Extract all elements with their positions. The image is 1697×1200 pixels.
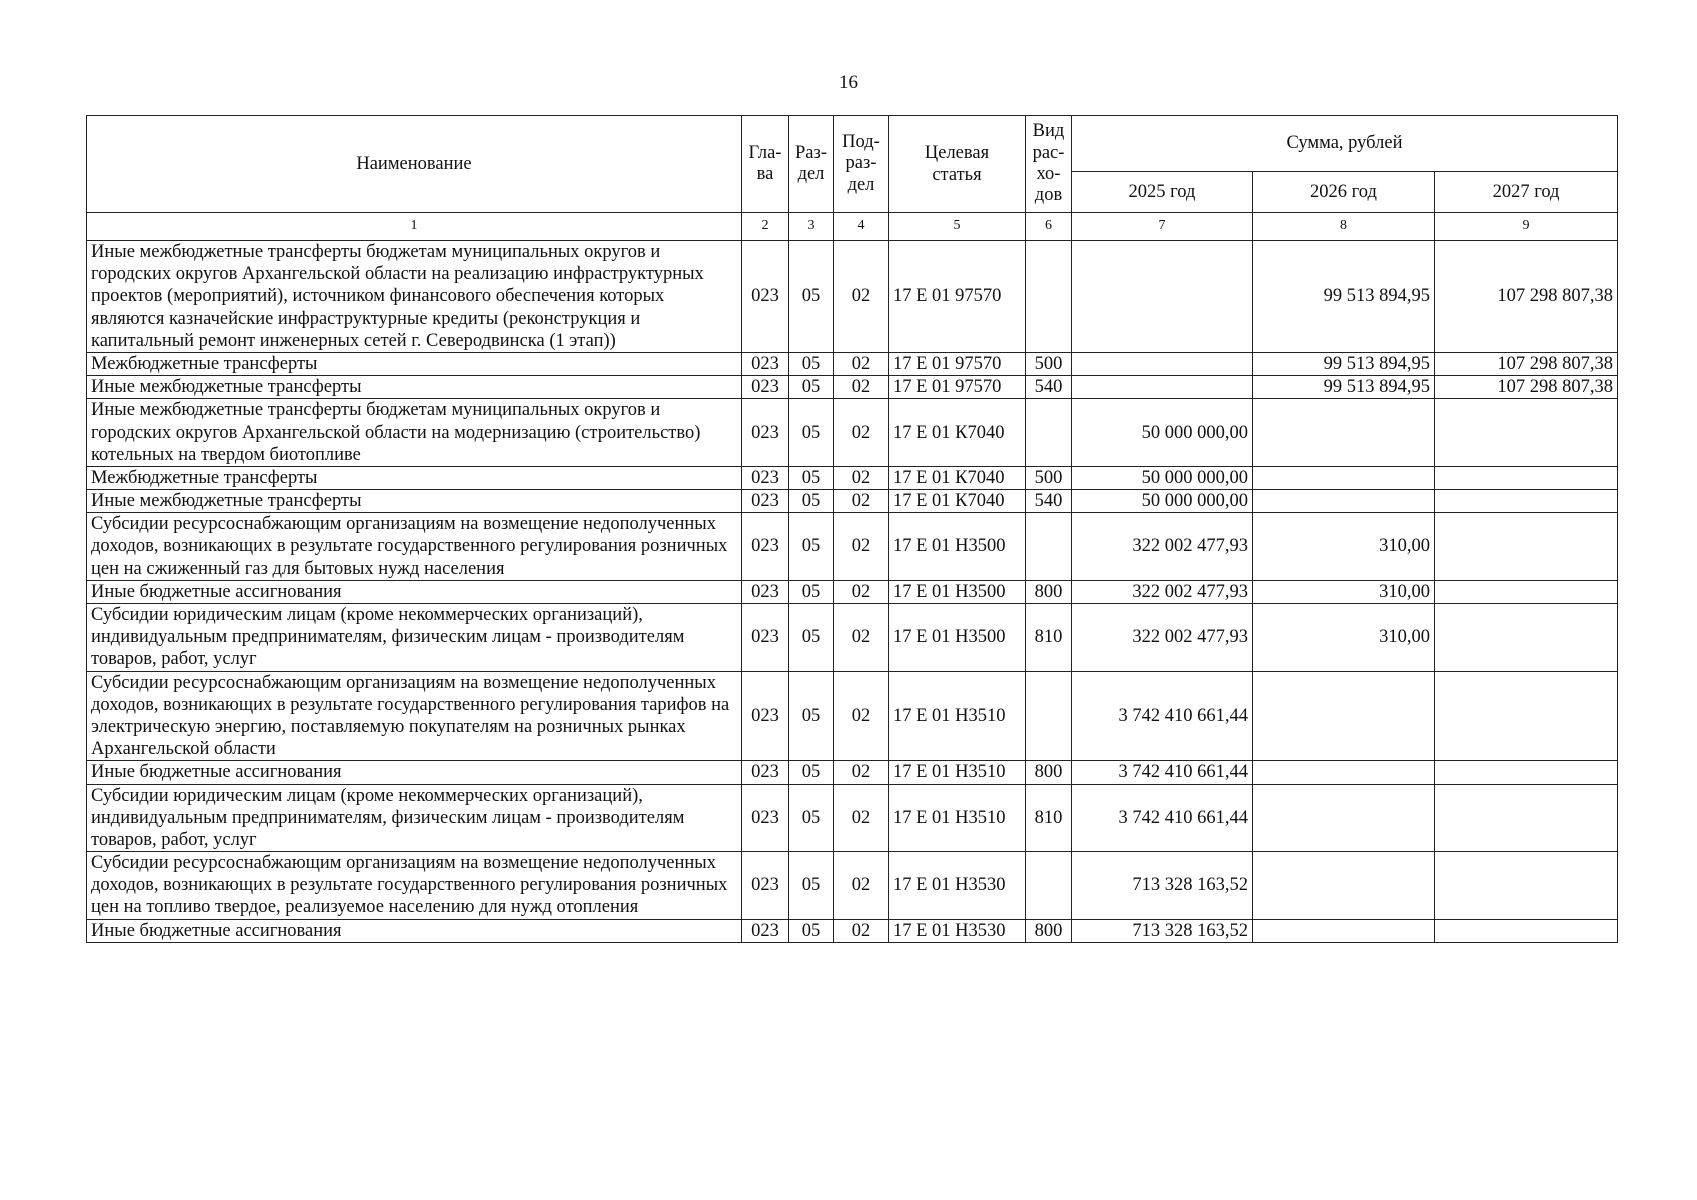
row-amount-2025-cell: 713 328 163,52 [1072, 919, 1253, 942]
row-amount-2026-cell [1253, 671, 1435, 761]
row-amount-2025-cell [1072, 376, 1253, 399]
row-vid-rashodov-cell: 800 [1026, 761, 1072, 784]
row-razdel-cell: 05 [789, 513, 834, 581]
row-celevaya-statya-cell: 17 Е 01 К7040 [889, 466, 1026, 489]
row-name-cell: Иные межбюджетные трансферты бюджетам муниципальных округов и городских округов Архангельской области на модернизацию (строительство) котельных на твердом биотопливе [87, 399, 742, 467]
column-number: 5 [889, 213, 1026, 241]
row-razdel-cell: 05 [789, 490, 834, 513]
row-glava-cell: 023 [742, 671, 789, 761]
table-row [87, 784, 1618, 852]
row-amount-2025-cell: 3 742 410 661,44 [1072, 671, 1253, 761]
table-row [87, 604, 1618, 672]
row-amount-2026-cell: 99 513 894,95 [1253, 376, 1435, 399]
row-celevaya-statya-cell: 17 Е 01 97570 [889, 352, 1026, 375]
row-razdel-cell: 05 [789, 852, 834, 920]
row-name-cell: Субсидии ресурсоснабжающим организациям на возмещение недополученных доходов, возникающих в результате государственного регулирования розничных цен на сжиженный газ для бытовых нужд населения [87, 513, 742, 581]
row-amount-2026-cell [1253, 399, 1435, 467]
row-vid-rashodov-cell: 500 [1026, 352, 1072, 375]
row-celevaya-statya-cell: 17 Е 01 Н3530 [889, 852, 1026, 920]
row-amount-2027-cell [1435, 784, 1618, 852]
row-razdel-cell: 05 [789, 671, 834, 761]
row-name-cell: Межбюджетные трансферты [87, 352, 742, 375]
table-row [87, 580, 1618, 603]
column-number: 6 [1026, 213, 1072, 241]
row-celevaya-statya-cell: 17 Е 01 Н3510 [889, 784, 1026, 852]
table-row [87, 513, 1618, 581]
row-amount-2026-cell: 310,00 [1253, 604, 1435, 672]
row-celevaya-statya-cell: 17 Е 01 Н3530 [889, 919, 1026, 942]
header-podrazdel: Под- раз- дел [834, 116, 889, 213]
table-row [87, 376, 1618, 399]
header-year-2026: 2026 год [1253, 172, 1435, 213]
row-amount-2025-cell: 322 002 477,93 [1072, 513, 1253, 581]
table-row [87, 671, 1618, 761]
table-row [87, 761, 1618, 784]
row-razdel-cell: 05 [789, 466, 834, 489]
header-celevaya-statya: Целевая статья [889, 116, 1026, 213]
row-name-cell: Субсидии юридическим лицам (кроме некоммерческих организаций), индивидуальным предпринимателям, физическим лицам - производителям товаров, работ, услуг [87, 784, 742, 852]
row-podrazdel-cell: 02 [834, 376, 889, 399]
row-amount-2027-cell [1435, 852, 1618, 920]
row-name-cell: Иные межбюджетные трансферты [87, 490, 742, 513]
row-podrazdel-cell: 02 [834, 513, 889, 581]
row-glava-cell: 023 [742, 784, 789, 852]
row-podrazdel-cell: 02 [834, 466, 889, 489]
table-row [87, 466, 1618, 489]
column-number: 3 [789, 213, 834, 241]
table-row [87, 852, 1618, 920]
row-amount-2025-cell: 50 000 000,00 [1072, 490, 1253, 513]
row-glava-cell: 023 [742, 376, 789, 399]
row-amount-2027-cell [1435, 466, 1618, 489]
row-glava-cell: 023 [742, 513, 789, 581]
row-vid-rashodov-cell [1026, 852, 1072, 920]
row-amount-2026-cell: 310,00 [1253, 513, 1435, 581]
row-glava-cell: 023 [742, 852, 789, 920]
row-razdel-cell: 05 [789, 580, 834, 603]
row-vid-rashodov-cell: 500 [1026, 466, 1072, 489]
row-amount-2025-cell [1072, 241, 1253, 353]
row-razdel-cell: 05 [789, 919, 834, 942]
table-row [87, 399, 1618, 467]
header-year-2027: 2027 год [1435, 172, 1618, 213]
row-amount-2027-cell [1435, 671, 1618, 761]
table-row [87, 352, 1618, 375]
row-razdel-cell: 05 [789, 241, 834, 353]
row-vid-rashodov-cell: 540 [1026, 490, 1072, 513]
row-amount-2026-cell: 99 513 894,95 [1253, 352, 1435, 375]
column-number: 4 [834, 213, 889, 241]
row-vid-rashodov-cell: 810 [1026, 784, 1072, 852]
row-podrazdel-cell: 02 [834, 604, 889, 672]
row-glava-cell: 023 [742, 352, 789, 375]
row-amount-2026-cell: 99 513 894,95 [1253, 241, 1435, 353]
row-amount-2027-cell [1435, 761, 1618, 784]
row-name-cell: Субсидии ресурсоснабжающим организациям на возмещение недополученных доходов, возникающих в результате государственного регулирования розничных цен на топливо твердое, реализуемое населению для нужд отопления [87, 852, 742, 920]
row-razdel-cell: 05 [789, 399, 834, 467]
row-celevaya-statya-cell: 17 Е 01 Н3500 [889, 513, 1026, 581]
row-amount-2026-cell [1253, 784, 1435, 852]
row-vid-rashodov-cell [1026, 513, 1072, 581]
row-razdel-cell: 05 [789, 784, 834, 852]
row-celevaya-statya-cell: 17 Е 01 97570 [889, 376, 1026, 399]
row-amount-2026-cell: 310,00 [1253, 580, 1435, 603]
column-number: 7 [1072, 213, 1253, 241]
row-podrazdel-cell: 02 [834, 241, 889, 353]
row-glava-cell: 023 [742, 604, 789, 672]
row-celevaya-statya-cell: 17 Е 01 97570 [889, 241, 1026, 353]
row-amount-2027-cell [1435, 490, 1618, 513]
row-amount-2025-cell: 322 002 477,93 [1072, 580, 1253, 603]
column-number: 9 [1435, 213, 1618, 241]
row-amount-2027-cell [1435, 919, 1618, 942]
header-year-2025: 2025 год [1072, 172, 1253, 213]
row-podrazdel-cell: 02 [834, 919, 889, 942]
column-number: 1 [87, 213, 742, 241]
row-amount-2026-cell [1253, 761, 1435, 784]
row-name-cell: Субсидии ресурсоснабжающим организациям на возмещение недополученных доходов, возникающих в результате государственного регулирования тарифов на электрическую энергию, поставляемую покупателям на розничных рынках Архангельской области [87, 671, 742, 761]
budget-table [86, 115, 1618, 943]
row-razdel-cell: 05 [789, 604, 834, 672]
row-amount-2025-cell: 50 000 000,00 [1072, 466, 1253, 489]
row-amount-2026-cell [1253, 919, 1435, 942]
row-name-cell: Иные межбюджетные трансферты бюджетам муниципальных округов и городских округов Архангельской области на реализацию инфраструктурных проектов (мероприятий), источником финансового обеспечения которых являются казначейские инфраструктурные кредиты (реконструкция и капитальный ремонт инженерных сетей г. Северодвинска (1 этап)) [87, 241, 742, 353]
row-podrazdel-cell: 02 [834, 671, 889, 761]
row-glava-cell: 023 [742, 919, 789, 942]
row-celevaya-statya-cell: 17 Е 01 К7040 [889, 399, 1026, 467]
row-amount-2027-cell: 107 298 807,38 [1435, 241, 1618, 353]
row-amount-2026-cell [1253, 852, 1435, 920]
row-amount-2027-cell [1435, 513, 1618, 581]
row-amount-2025-cell: 3 742 410 661,44 [1072, 784, 1253, 852]
row-razdel-cell: 05 [789, 352, 834, 375]
row-name-cell: Иные бюджетные ассигнования [87, 761, 742, 784]
table-row [87, 241, 1618, 353]
row-razdel-cell: 05 [789, 376, 834, 399]
header-glava: Гла- ва [742, 116, 789, 213]
column-number-row [87, 213, 1618, 241]
row-podrazdel-cell: 02 [834, 761, 889, 784]
row-podrazdel-cell: 02 [834, 352, 889, 375]
row-amount-2025-cell: 3 742 410 661,44 [1072, 761, 1253, 784]
table-row [87, 919, 1618, 942]
row-amount-2026-cell [1253, 490, 1435, 513]
row-podrazdel-cell: 02 [834, 580, 889, 603]
row-celevaya-statya-cell: 17 Е 01 Н3500 [889, 604, 1026, 672]
row-name-cell: Иные бюджетные ассигнования [87, 919, 742, 942]
row-vid-rashodov-cell [1026, 241, 1072, 353]
row-name-cell: Иные межбюджетные трансферты [87, 376, 742, 399]
row-amount-2027-cell [1435, 580, 1618, 603]
header-summa: Сумма, рублей [1072, 116, 1618, 172]
row-vid-rashodov-cell: 810 [1026, 604, 1072, 672]
row-name-cell: Иные бюджетные ассигнования [87, 580, 742, 603]
row-vid-rashodov-cell: 800 [1026, 580, 1072, 603]
row-vid-rashodov-cell [1026, 671, 1072, 761]
row-amount-2026-cell [1253, 466, 1435, 489]
row-amount-2025-cell: 50 000 000,00 [1072, 399, 1253, 467]
row-glava-cell: 023 [742, 490, 789, 513]
row-vid-rashodov-cell: 540 [1026, 376, 1072, 399]
row-amount-2027-cell: 107 298 807,38 [1435, 376, 1618, 399]
row-amount-2025-cell: 713 328 163,52 [1072, 852, 1253, 920]
row-amount-2025-cell [1072, 352, 1253, 375]
row-celevaya-statya-cell: 17 Е 01 К7040 [889, 490, 1026, 513]
row-glava-cell: 023 [742, 580, 789, 603]
row-razdel-cell: 05 [789, 761, 834, 784]
row-podrazdel-cell: 02 [834, 784, 889, 852]
row-celevaya-statya-cell: 17 Е 01 Н3500 [889, 580, 1026, 603]
page-number: 16 [839, 72, 858, 93]
row-podrazdel-cell: 02 [834, 852, 889, 920]
row-amount-2025-cell: 322 002 477,93 [1072, 604, 1253, 672]
row-podrazdel-cell: 02 [834, 490, 889, 513]
row-celevaya-statya-cell: 17 Е 01 Н3510 [889, 671, 1026, 761]
row-vid-rashodov-cell: 800 [1026, 919, 1072, 942]
row-name-cell: Межбюджетные трансферты [87, 466, 742, 489]
row-amount-2027-cell [1435, 604, 1618, 672]
row-podrazdel-cell: 02 [834, 399, 889, 467]
header-name: Наименование [87, 116, 742, 213]
header-vid-rashodov: Вид рас- хо- дов [1026, 116, 1072, 213]
row-amount-2027-cell: 107 298 807,38 [1435, 352, 1618, 375]
row-vid-rashodov-cell [1026, 399, 1072, 467]
table-row [87, 490, 1618, 513]
row-glava-cell: 023 [742, 399, 789, 467]
row-amount-2027-cell [1435, 399, 1618, 467]
row-celevaya-statya-cell: 17 Е 01 Н3510 [889, 761, 1026, 784]
row-glava-cell: 023 [742, 466, 789, 489]
header-razdel: Раз- дел [789, 116, 834, 213]
row-glava-cell: 023 [742, 241, 789, 353]
row-name-cell: Субсидии юридическим лицам (кроме некоммерческих организаций), индивидуальным предпринимателям, физическим лицам - производителям товаров, работ, услуг [87, 604, 742, 672]
column-number: 8 [1253, 213, 1435, 241]
column-number: 2 [742, 213, 789, 241]
row-glava-cell: 023 [742, 761, 789, 784]
